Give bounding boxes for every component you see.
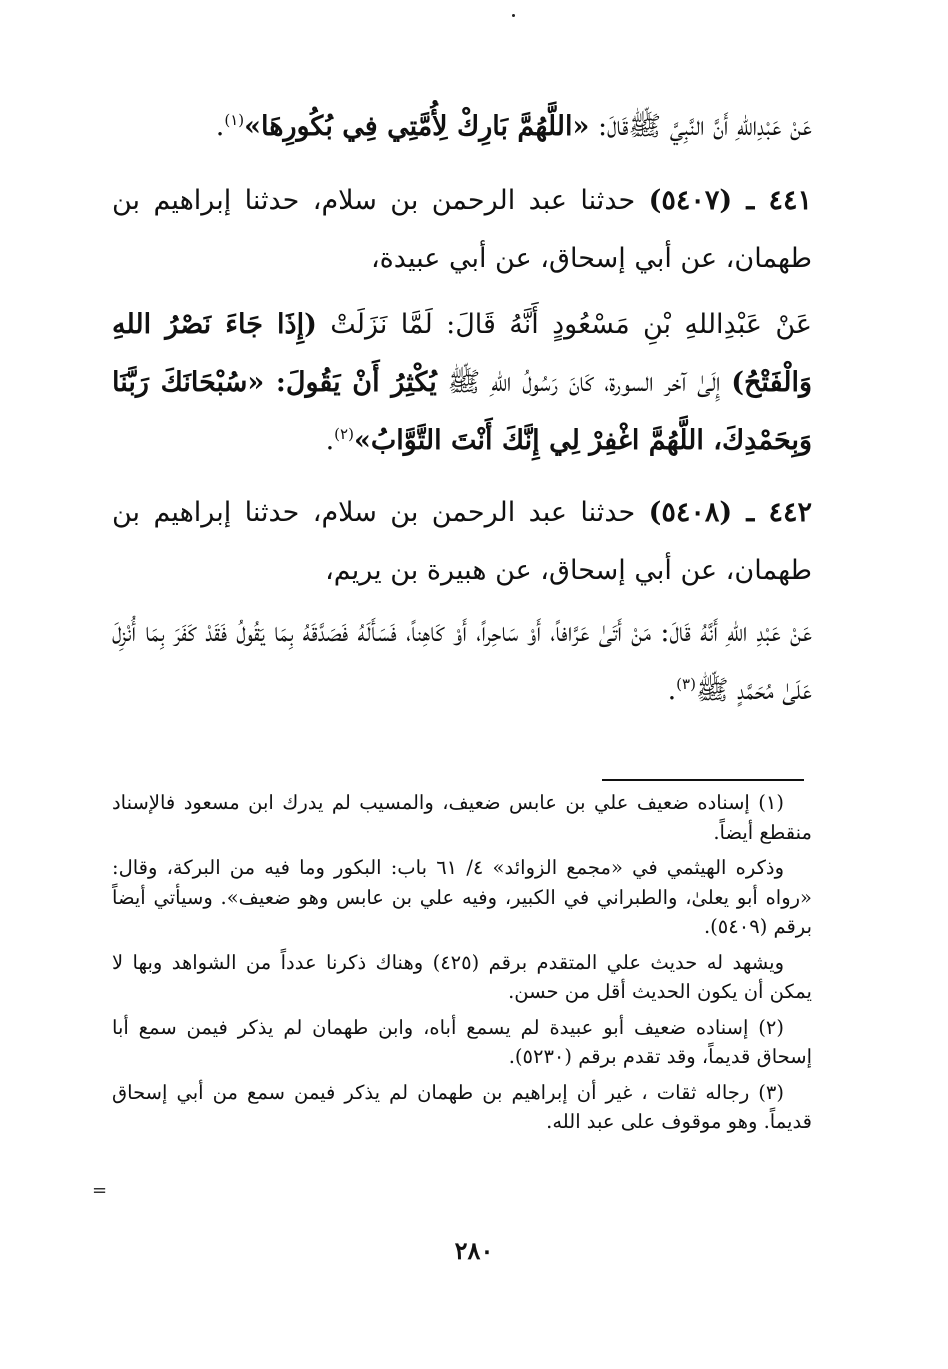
footnote-separator <box>602 779 804 781</box>
chain-text: حدثنا عبد الرحمن بن سلام، حدثنا إبراهيم بن طهمان، عن أبي إسحاق، عن أبي عبيدة، <box>112 185 812 274</box>
footnote-ref: (٢) <box>334 425 354 443</box>
footnote-1-witnesses: ويشهد له حديث علي المتقدم برقم (٤٢٥) وهناك ذكرنا عدداً من الشواهد وبها لا يمكن أن يكون الحديث أقل من حسن. <box>112 950 812 1003</box>
period: . <box>667 675 677 706</box>
hadith-text: إِلَىٰ آخر السورة، كَانَ رَسُولُ اللهِ ﷺ <box>436 367 732 398</box>
footnote-3: (٣) رجاله ثقات ، غير أن إبراهيم بن طهمان لم يذكر فيمن سمع من أبي إسحاق قديماً. وهو موقوف على عبد الله. <box>112 1080 812 1133</box>
period: . <box>325 425 335 456</box>
chain-text: حدثنا عبد الرحمن بن سلام، حدثنا إبراهيم بن طهمان، عن أبي إسحاق، عن هبيرة بن يريم، <box>112 497 812 586</box>
hadith-quote: يُكْثِرُ أَنْ يَقُولَ: «سُبْحَانَكَ رَبَّنَا وَبِحَمْدِكَ، اللَّهُمَّ اغْفِرْ لِي إِنَّكَ أَنْتَ التَّوَّابُ» <box>112 367 812 456</box>
hadith-text: عَنْ عَبْدِاللهِ بْنِ مَسْعُودٍ أَنَّهُ قَالَ: لَمَّا نَزَلَتْ <box>316 309 812 340</box>
chain-paragraph <box>112 484 812 600</box>
chain-paragraph <box>112 172 812 288</box>
top-dot <box>512 14 515 17</box>
footnotes <box>112 788 812 1143</box>
footnote-ref: (١) <box>224 111 245 129</box>
hadith-number: ٤٤٢ ـ (٥٤٠٨) <box>648 497 812 528</box>
footnote-1: (١) إسناده ضعيف علي بن عابس ضعيف، والمسيب لم يدرك ابن مسعود فالإسناد منقطع أيضاً. <box>112 791 812 844</box>
hadith-number: ٤٤١ ـ (٥٤٠٧) <box>648 185 812 216</box>
hadith-paragraph <box>112 604 812 720</box>
quran-quote: (إِذَا جَاءَ نَصْرُ اللهِ وَالْفَتْحُ) <box>112 309 812 398</box>
hadith-paragraph <box>112 296 812 470</box>
margin-mark: = <box>92 1180 108 1201</box>
footnote-2: (٢) إسناده ضعيف أبو عبيدة لم يسمع أباه، وابن طهمان لم يذكر فيمن سمع أبا إسحاق قديماً، وقد تقدم برقم (٥٢٣٠). <box>112 1015 812 1068</box>
hadith-text: عَنْ عَبْدِ اللهِ أَنَّهُ قَالَ: مَنْ أَتَىٰ عَرَّافاً، أَوْ سَاحِراً، أَوْ كَاهِناً، فَسَأَلَهُ فَصَدَّقَهُ بِمَا يَقُولُ فَقَدْ كَفَرَ بِمَا أُنْزِلَ عَلَىٰ مُحَمَّدٍ ﷺ <box>112 617 812 706</box>
main-text <box>112 98 812 720</box>
footnote-ref: (٣) <box>676 675 696 693</box>
period: . <box>215 111 225 142</box>
hadith-text: عَنْ عَبْدِاللهِ أَنَّ النَّبِيَّ ﷺقَالَ: <box>589 111 812 142</box>
footnote-1-continued: وذكره الهيثمي في «مجمع الزوائد» ٤/ ٦١ باب: البكور وما فيه من البركة، وقال: «رواه أبو يعلىٰ، والطبراني في الكبير، وفيه علي بن عابس وهو ضعيف». وسيأتي أيضاً برقم (٥٤٠٩). <box>112 856 812 938</box>
hadith-paragraph <box>112 98 812 156</box>
hadith-quote: «اللَّهُمَّ بَارِكْ لِأُمَّتِي فِي بُكُورِهَا» <box>244 111 590 142</box>
page-number: ٢٨٠ <box>454 1236 494 1265</box>
